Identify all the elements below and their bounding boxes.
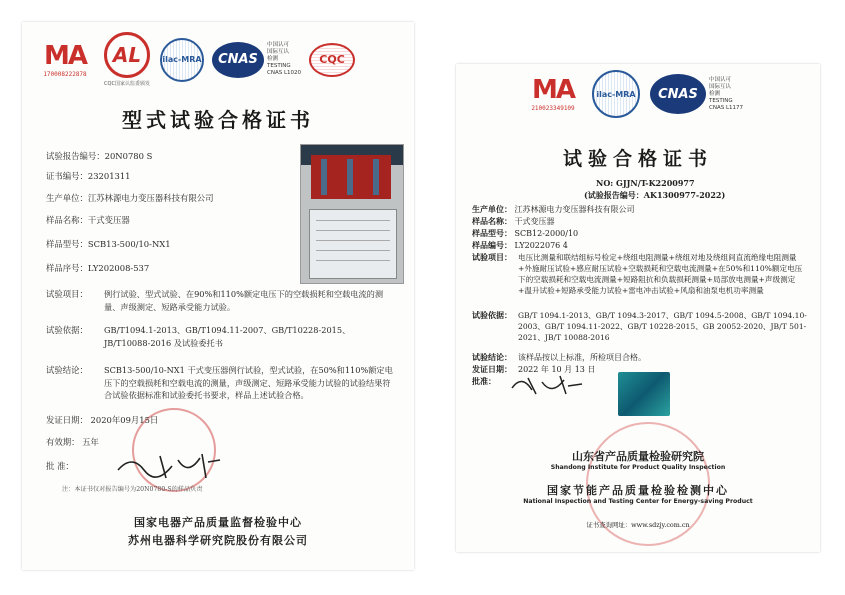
sample-model-field-right: 样品型号： SCB12-2000/10 [472, 229, 579, 238]
manufacturer-field-right: 生产单位： 江苏林源电力变压器科技有限公司 [472, 205, 635, 214]
ma-logo [38, 42, 92, 78]
cnas-caption: 中国认可 国际互认 检测 TESTING CNAS L1020 [267, 42, 302, 76]
center-name: 国家节能产品质量检验检测中心 [547, 484, 729, 497]
page-title-right: 试验合格证书 [562, 148, 713, 170]
sample-number-field-right: 样品编号： LY2022076 4 [472, 241, 568, 250]
left-logo-row [38, 32, 355, 87]
approval-label-right: 批准： [472, 376, 496, 386]
footnote: 注：本证书仅对报告编号为20N0780-S的样品负责 [62, 486, 203, 493]
page-title: 型式试验合格证书 [122, 108, 314, 132]
test-items-value-right: 电压比测量和联结组标号检定+绕组电阻测量+绕组对地及绕组间直流绝缘电阻测量+外施耐压试验+感应耐压试验+空载损耗和空载电流测量+在50%和110%额定电压下的空载损耗和空载电流测量+短路阻抗和负载损耗测量+局部放电测量+声级测定+温升试验+短路承受能力试验+雷电冲击试验+风扇和油泵电机功率测量 [518, 253, 803, 295]
basis-value: GB/T1094.1-2013、GB/T1094.11-2007、GB/T10228-2015、JB/T10088-2016 及试验委托书 [104, 325, 351, 348]
issuer-name-2: 苏州电器科学研究院股份有限公司 [128, 534, 308, 547]
hologram-seal [618, 372, 670, 416]
transformer-photo [300, 144, 404, 284]
cnas-mark-right: CNAS [650, 74, 706, 114]
conclusion-label-right: 试验结论： [472, 352, 512, 362]
issue-date-field: 发证日期： 2020年09月15日 [46, 415, 159, 425]
cnas-mark: CNAS [212, 42, 264, 78]
nameplate [309, 209, 397, 279]
cnas-logo-right [650, 74, 743, 114]
issue-date-value-right: 2022 年 10 月 13 日 [518, 365, 596, 374]
ilac-logo [160, 38, 204, 82]
cqc-seal-logo [309, 43, 355, 77]
institute-name-en: Shandong Institute for Product Quality Inspection [550, 464, 726, 471]
basis-label: 试验依据： [46, 325, 88, 335]
conclusion-value: SCB13-500/10-NX1 干式变压器例行试验，型式试验，在50%和110%额定电压下的空载损耗和空载电流的测量，声级测定、短路承受能力试验的试验结果符合试验依据标准和试验委托书要求，样品上述试验合格。 [104, 365, 393, 401]
cnas-logo [212, 42, 301, 78]
issuer-name-1: 国家电器产品质量监督检验中心 [134, 516, 302, 529]
ma-number-right: 210023349109 [531, 105, 575, 112]
ma-mark: MA [44, 40, 86, 71]
conclusion-value-right: 该样品按以上标准，所检项目合格。 [518, 353, 646, 362]
approval-label: 批 准： [46, 461, 74, 471]
right-logo-row [526, 70, 743, 118]
test-items-label: 试验项目： [46, 289, 88, 299]
type-test-certificate [22, 22, 414, 570]
ilac-mark: ilac-MRA [160, 38, 204, 82]
cnas-caption-right: 中国认可 国际互认 检测 TESTING CNAS L1177 [709, 76, 744, 111]
ma-logo-right [526, 76, 580, 112]
certificate-number-field: 证书编号：23201311 [46, 171, 131, 181]
sample-model-field: 样品型号：SCB13-500/10-NX1 [46, 239, 171, 249]
cqc-mark: AL [104, 32, 150, 78]
test-items-value: 例行试验、型式试验、在90%和110%额定电压下的空载损耗和空载电流的测量、声级测定、短路承受能力试验。 [104, 289, 384, 312]
certificate-no: NO: GJJN/T-K2200977 [596, 178, 695, 188]
ilac-logo-right [592, 70, 640, 118]
center-name-en: National Inspection and Testing Center for Energy-saving Product [523, 498, 753, 505]
sample-name-field-right: 样品名称： 干式变压器 [472, 217, 555, 226]
conclusion-label: 试验结论： [46, 365, 88, 375]
report-no: (试验报告编号：AK1300977-2022) [584, 190, 726, 200]
issue-date-label-right: 发证日期： [472, 364, 512, 374]
sample-serial-field: 样品序号：LY202008-537 [46, 263, 150, 273]
query-url: 证书查询网址：www.sdzjy.com.cn [586, 521, 690, 529]
cqc-seal-mark: CQC [309, 43, 355, 77]
basis-label-right: 试验依据： [472, 310, 512, 320]
signature-mark [114, 448, 224, 482]
signature-mark-right [508, 370, 588, 398]
basis-value-right: GB/T 1094.1-2013、GB/T 1094.3-2017、GB/T 1094.5-2008、GB/T 1094.10-2003、GB/T 1094.11-2022、GB/T 10228-2015、GB 20052-2020、JB/T 501-2021、JB/T 10088-2016 [518, 311, 807, 342]
report-number-field: 试验报告编号：20N0780 S [46, 151, 153, 161]
ma-mark-right: MA [532, 75, 574, 105]
manufacturer-field: 生产单位：江苏林源电力变压器科技有限公司 [46, 193, 214, 203]
cqc-caption: CQC国家认监委颁发 [104, 81, 150, 87]
test-certificate [456, 64, 820, 552]
validity-field: 有效期： 五年 [46, 437, 99, 447]
ma-number: 170008222878 [43, 70, 87, 78]
sample-name-field: 样品名称：干式变压器 [46, 215, 130, 225]
cqc-logo [104, 32, 150, 87]
ilac-mark-right: ilac-MRA [592, 70, 640, 118]
institute-name: 山东省产品质量检验研究院 [572, 450, 704, 463]
test-items-label-right: 试验项目： [472, 252, 512, 262]
